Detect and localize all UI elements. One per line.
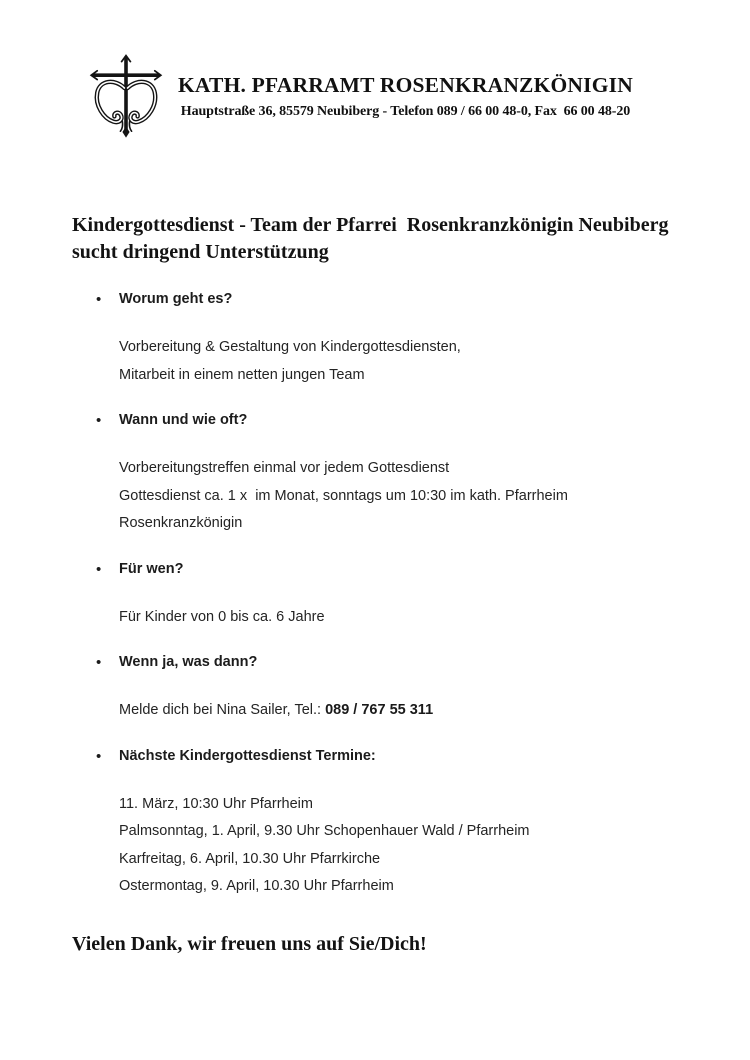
letterhead [86,52,750,140]
section-heading: Worum geht es? [119,291,233,307]
body-line: Vorbereitung & Gestaltung von Kindergottesdiensten, [119,339,461,355]
section-content [119,290,710,389]
contact-phone-number: 089 / 767 55 311 [325,702,434,718]
bullet-dot-icon: • [96,412,102,429]
section-content [119,747,710,901]
body-line: Vorbereitungstreffen einmal vor jedem Gottesdienst [119,460,450,476]
section-body [119,604,710,632]
bullet-dot-icon: • [96,291,102,308]
section-body [119,791,710,901]
document-title [72,212,695,266]
body-line: Mitarbeit in einem netten jungen Team [119,366,365,383]
cross-with-scrolls-icon [86,52,166,140]
body-line: Für Kinder von 0 bis ca. 6 Jahre [119,608,325,625]
section-content [119,411,710,538]
section-heading: Nächste Kindergottesdienst Termine: [119,747,376,764]
letterhead-text [178,72,633,121]
schedule-line: 11. März, 10:30 Uhr Pfarrheim [119,795,313,812]
section-heading: Wann und wie oft? [119,412,248,428]
letterhead-title: KATH. PFARRAMT ROSENKRANZKÖNIGIN [178,73,633,97]
schedule-line: Palmsonntag, 1. April, 9.30 Uhr Schopenhauer Wald / Pfarrheim [119,823,530,839]
section-wenn-ja-was-dann [96,653,710,725]
schedule-line: Karfreitag, 6. April, 10.30 Uhr Pfarrkirche [119,850,381,867]
contact-line [119,697,710,725]
contact-prefix: Melde dich bei Nina Sailer, Tel.: [119,702,326,718]
body-line: Gottesdienst ca. 1 x im Monat, sonntags um 10:30 im kath. Pfarrheim [119,487,568,504]
section-body [119,697,710,725]
document-title-line1: Kindergottesdienst - Team der Pfarrei Rosenkranzkönigin Neubiberg [72,214,669,236]
section-body [119,334,710,389]
section-heading: Wenn ja, was dann? [119,654,258,670]
letterhead-address: Hauptstraße 36, 85579 Neubiberg - Telefon 089 / 66 00 48-0, Fax 66 00 48-20 [180,104,631,119]
section-content [119,560,710,632]
body-line: Rosenkranzkönigin [119,515,243,531]
section-heading: Für wen? [119,560,184,577]
schedule-line: Ostermontag, 9. April, 10.30 Uhr Pfarrheim [119,878,394,894]
bullet-dot-icon: • [96,654,102,671]
section-naechste-termine [96,747,710,901]
section-worum-geht-es [96,290,710,389]
section-wann-und-wie-oft [96,411,710,538]
section-content [119,653,710,725]
section-fuer-wen [96,560,710,632]
bullet-dot-icon: • [96,560,102,578]
document-title-line2: sucht dringend Unterstützung [72,241,329,263]
closing-line: Vielen Dank, wir freuen uns auf Sie/Dich! [72,932,427,955]
section-list [0,290,750,901]
section-body [119,455,710,538]
bullet-dot-icon: • [96,747,102,765]
